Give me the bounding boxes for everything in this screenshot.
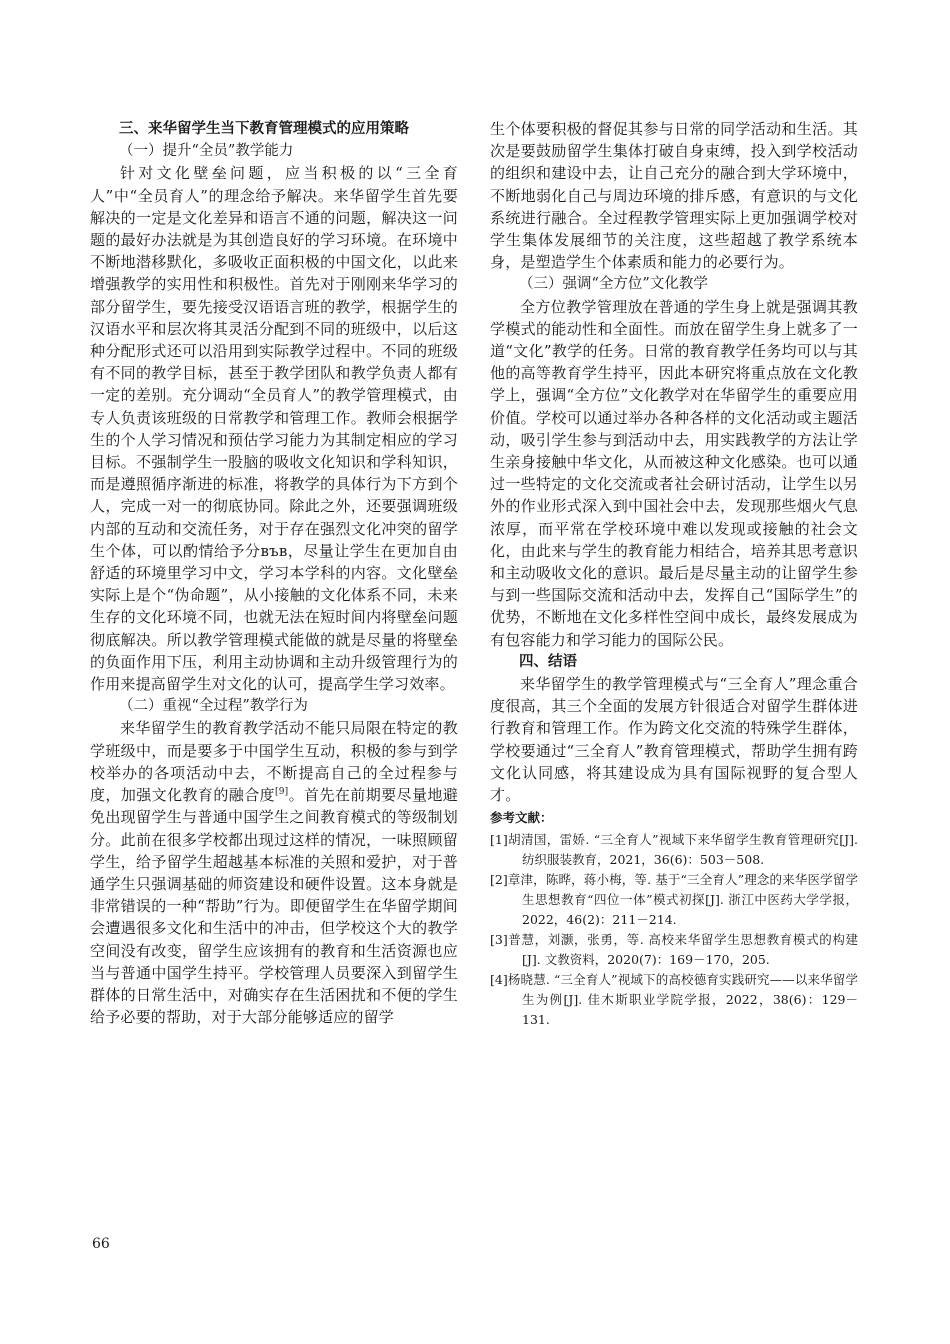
subsection-2-heading: （二）重视“全过程”教学行为 [119,698,308,715]
paragraph-4: 来华留学生的教学管理模式与“三全育人”理念重合度很高，其三个全面的发展方针很适合对留学生群体进行教育和管理工作。作为跨文化交流的特殊学生群体，学校要通过“三全育人”教育管理模式，帮助学生拥有跨文化认同感，将其建设成为具有国际视野的复合型人才。 [490,675,858,805]
paragraph-2-part-a: 来华留学生的教育教学活动不能只局限在特定的教学班级中，而是要多于中国学生互动，积极的参与到学校举办的各项活动中去，不断提高自己的全过程参与度，加强文化教育的融合度 [90,719,458,805]
left-column [90,118,458,1028]
reference-1: [1]胡清国，雷娇. “三全育人”视域下来华留学生教育管理研究[J]. 纺织服装教育，2021，36(6)：503－508. [490,832,858,868]
paragraph-1: 针对文化壁垒问题，应当积极的以“三全育人”中“全员育人”的理念给予解决。来华留学生首先要解决的一定是文化差异和语言不通的问题，解决这一问题的最好办法就是为其创造良好的学习环境。在环境中不断地潜移默化，多吸收正面积极的中国文化，以此来增强教学的实用性和积极性。首先对于刚刚来华学习的部分留学生，要先接受汉语语言班的教学，根据学生的汉语水平和层次将其灵活分配到不同的班级中，以后这种分配形式还可以沿用到实际教学过程中。不同的班级有不同的教学目标，甚至于教学团队和教学负责人都有一定的差别。充分调动“全员育人”的教学管理模式，由专人负责该班级的日常教学和管理工作。教师会根据学生的个人学习情况和预估学习能力为其制定相应的学习目标。不强制学生一股脑的吸收文化知识和学科知识，而是遵照循序渐进的标准，将教学的具体行为下方到个人，完成一对一的彻底协同。除此之外，还要强调班级内部的互动和交流任务，对于存在强烈文化冲突的留学生个体，可以酌情给予分във，尽量让学生在更加自由舒适的环境里学习中文，学习本学科的内容。文化壁垒实际上是个“伪命题”，从小接触的文化体系不同，未来生存的文化环境不同，也就无法在短时间内将壁垒问题彻底解决。所以教学管理模式能做的就是尽量的将壁垒的负面作用下压，利用主动协调和主动升级管理行为的作用来提高留学生对文化的认可，提高学生学习效率。 [90,164,458,694]
paragraph-3: 全方位教学管理放在普通的学生身上就是强调其教学模式的能动性和全面性。而放在留学生身上就多了一道“文化”教学的任务。日常的教育教学任务均可以与其他的高等教育学生持平，因此本研究将重点放在文化教学上，强调“全方位”文化教学对在华留学生的重要应用价值。学校可以通过举办各种各样的文化活动或主题活动，吸引学生参与到活动中去，用实践教学的方法让学生亲身接触中华文化，从而被这种文化感染。也可以通过一些特定的文化交流或者社会研讨活动，让学生以另外的作业形式深入到中国社会中去，发现那些烟火气息浓厚，而平常在学校环境中难以发现或接触的社会文化，由此来与学生的教育能力相结合，培养其思考意识和主动吸收文化的意识。最后是尽量主动的让留学生参与到一些国际交流和活动中去，发挥自己“国际学生”的优势，不断地在文化多样性空间中成长，最终发展成为有包容能力和学习能力的国际公民。 [490,297,858,649]
reference-4: [4]杨晓慧. “三全育人”视域下的高校德育实践研究——以来华留学生为例[J]. 佳木斯职业学院学报，2022，38(6)：129－131. [490,972,858,1028]
section-3-heading: 三、来华留学生当下教育管理模式的应用策略 [119,121,409,137]
page-number: 66 [92,1236,110,1252]
subsection-3-heading: （三）强调“全方位”文化教学 [519,276,708,293]
section-4-heading: 四、结语 [519,653,577,670]
references-title: 参考文献： [490,810,553,826]
citation-9: [9] [275,787,289,798]
right-column [490,118,858,1030]
subsection-1-heading: （一）提升“全员”教学能力 [119,143,294,160]
reference-2: [2]章津，陈晔，蒋小梅，等. 基于“三全育人”理念的来华医学留学生思想教育“四位一体”模式初探[J]. 浙江中医药大学学报，2022，46(2)：211－214. [490,872,858,928]
paragraph-2-continued: 生个体要积极的督促其参与日常的同学活动和生活。其次是要鼓励留学生集体打破自身束缚，投入到学校活动的组织和建设中去，让自己充分的融合到大学环境中，不断地弱化自己与周边环境的排斥感，有意识的与文化系统进行融合。全过程教学管理实际上更加强调学校对学生集体发展细节的关注度，这些超越了教学系统本身，是塑造学生个体素质和能力的必要行为。 [490,120,858,272]
paragraph-2 [90,717,458,1028]
reference-3: [3]普慧，刘灏，张勇，等. 高校来华留学生思想教育模式的构建[J]. 文教资料，2020(7)：169－170，205. [490,932,858,968]
paragraph-2-part-b: 。首先在前期要尽量地避免出现留学生与普通中国学生之间教育模式的等级制划分。此前在很多学校都出现过这样的情况，一味照顾留学生，给予留学生超越基本标准的关照和爱护，对于普通学生只强调基础的师资建设和硬件设置。这本身就是非常错误的一种“帮助”行为。即便留学生在华留学期间会遭遇很多文化和生活中的冲击，但学校这个大的教学空间没有改变，留学生应该拥有的教育和生活资源也应当与普通中国学生持平。学校管理人员要深入到留学生群体的日常生活中，对确实存在生活困扰和不便的学生给予必要的帮助，对于大部分能够适应的留学 [90,786,458,1027]
